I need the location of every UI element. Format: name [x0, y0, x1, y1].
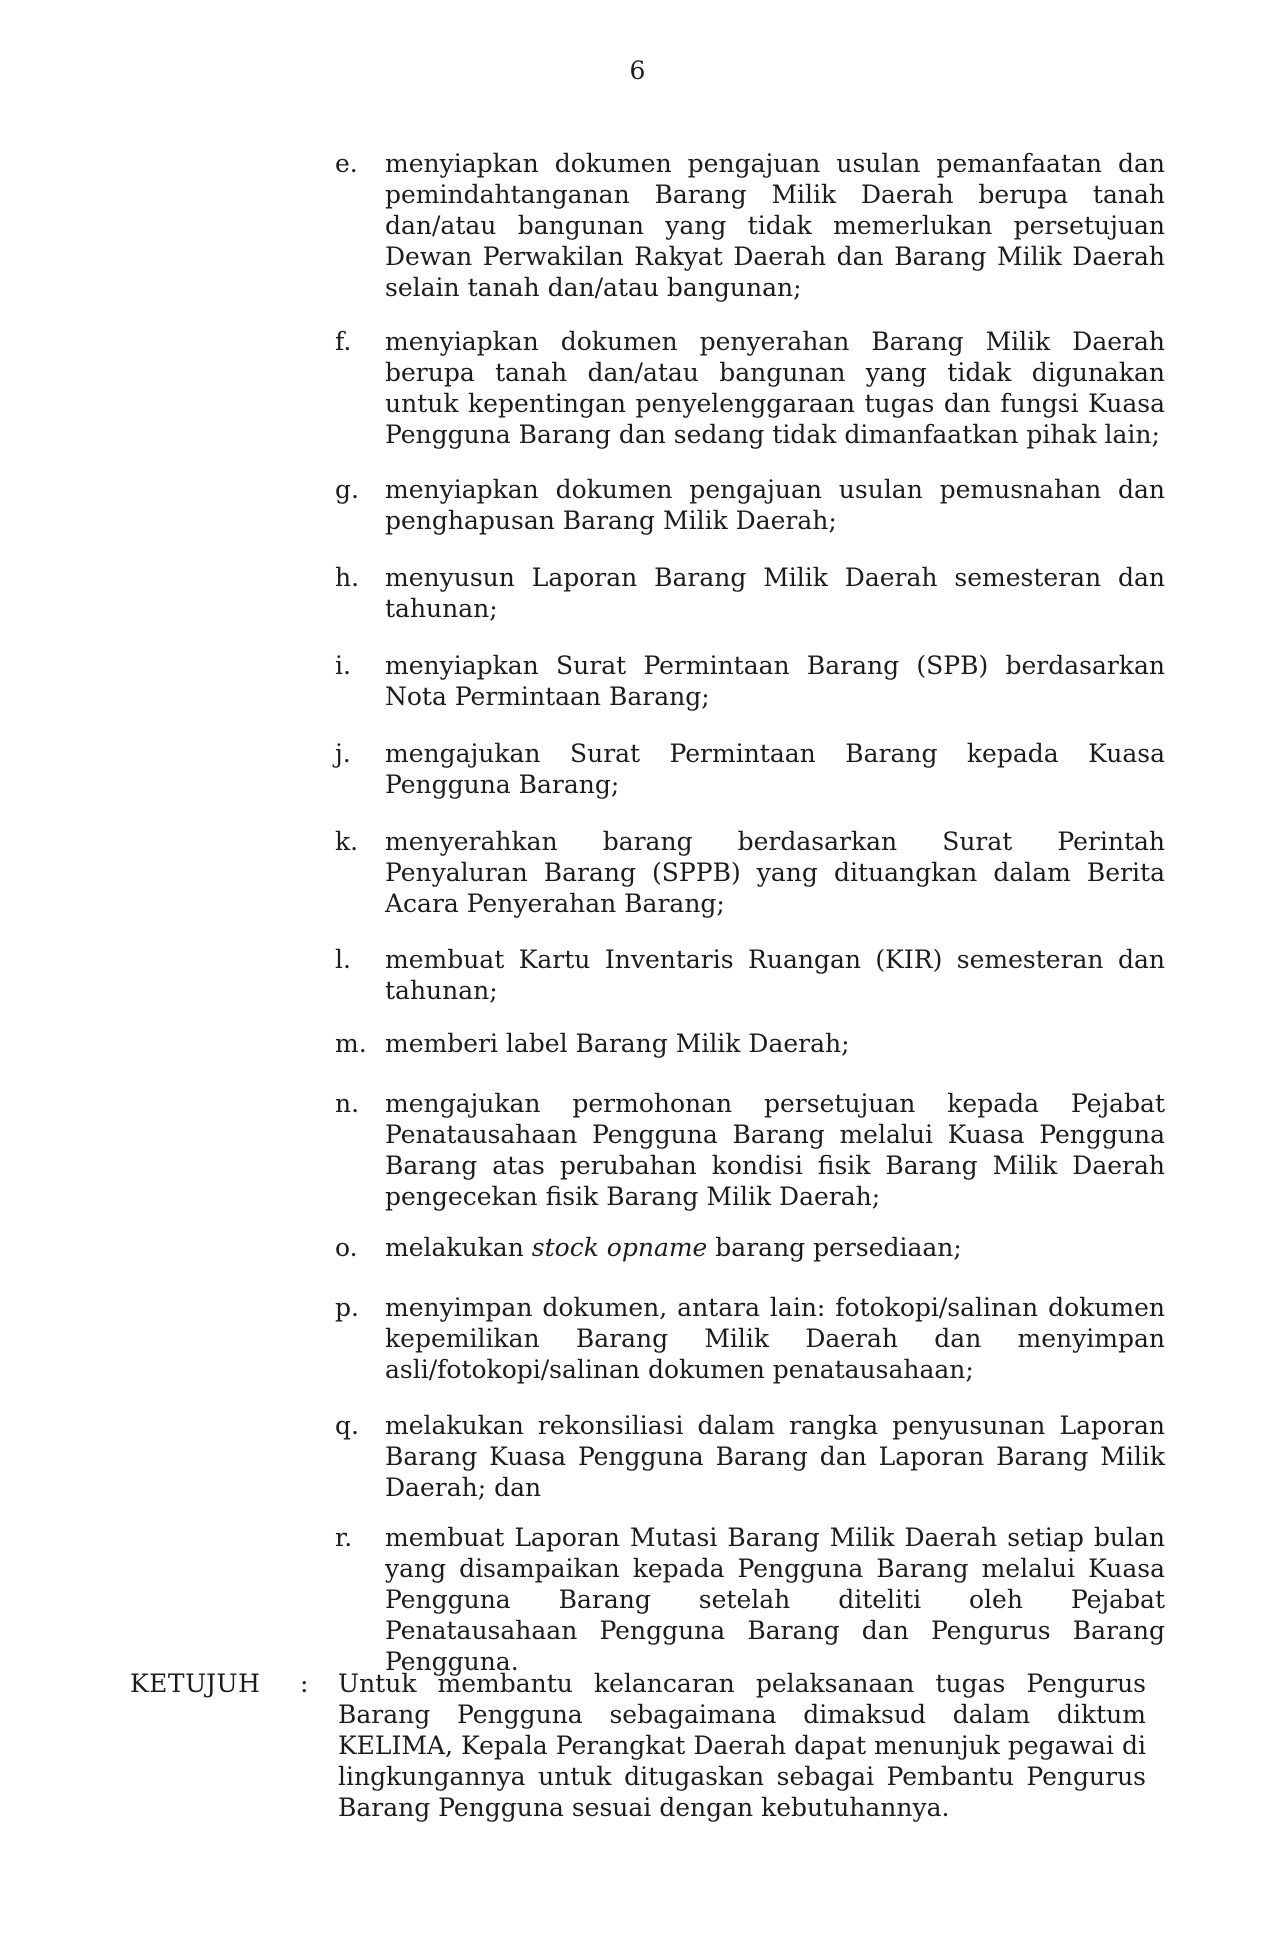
item-letter: k.	[335, 827, 359, 856]
item-text: membuat Kartu Inventaris Ruangan (KIR) semesteran dan tahunan;	[385, 945, 1165, 1005]
item-letter: g.	[335, 475, 359, 504]
diktum-colon: :	[300, 1669, 309, 1698]
list-item-k	[335, 826, 1165, 919]
item-letter: j.	[335, 739, 351, 768]
item-letter: h.	[335, 563, 360, 592]
list-item-o	[335, 1232, 1165, 1263]
item-text: menyiapkan dokumen pengajuan usulan pemanfaatan dan pemindahtanganan Barang Milik Daerah berupa tanah dan/atau bangunan yang tidak memerlukan persetujuan Dewan Perwakilan Rakyat Daerah dan Barang Milik Daerah selain tanah dan/atau bangunan;	[385, 149, 1165, 302]
item-text: menyiapkan dokumen penyerahan Barang Milik Daerah berupa tanah dan/atau bangunan yang tidak digunakan untuk kepentingan penyelenggaraan tugas dan fungsi Kuasa Pengguna Barang dan sedang tidak dimanfaatkan pihak lain;	[385, 327, 1165, 449]
list-item-j	[335, 738, 1165, 800]
item-text: mengajukan Surat Permintaan Barang kepada Kuasa Pengguna Barang;	[385, 739, 1165, 799]
item-letter: q.	[335, 1411, 359, 1440]
list-item-n	[335, 1088, 1165, 1212]
item-text-italic: stock opname	[531, 1233, 708, 1262]
list-item-h	[335, 562, 1165, 624]
list-item-m	[335, 1028, 1165, 1059]
item-letter: p.	[335, 1293, 359, 1322]
item-letter: n.	[335, 1089, 360, 1118]
item-text: membuat Laporan Mutasi Barang Milik Daerah setiap bulan yang disampaikan kepada Pengguna Barang melalui Kuasa Pengguna Barang setelah diteliti oleh Pejabat Penatausahaan Pengguna Barang dan Pengurus Barang Pengguna.	[385, 1523, 1165, 1676]
item-letter: r.	[335, 1523, 353, 1552]
item-text: menyimpan dokumen, antara lain: fotokopi/salinan dokumen kepemilikan Barang Milik Daerah dan menyimpan asli/fotokopi/salinan dokumen penatausahaan;	[385, 1293, 1165, 1384]
list-item-r	[335, 1522, 1165, 1677]
diktum-label: KETUJUH	[130, 1669, 261, 1698]
item-letter: l.	[335, 945, 351, 974]
item-letter: o.	[335, 1233, 358, 1262]
list-item-q	[335, 1410, 1165, 1503]
diktum-text: Untuk membantu kelancaran pelaksanaan tugas Pengurus Barang Pengguna sebagaimana dimaksud dalam diktum KELIMA, Kepala Perangkat Daerah dapat menunjuk pegawai di lingkungannya untuk ditugaskan sebagai Pembantu Pengurus Barang Pengguna sesuai dengan kebutuhannya.	[338, 1669, 1146, 1822]
list-item-f	[335, 326, 1165, 450]
item-text: memberi label Barang Milik Daerah;	[385, 1029, 850, 1058]
item-text: menyiapkan Surat Permintaan Barang (SPB) berdasarkan Nota Permintaan Barang;	[385, 651, 1165, 711]
item-text-after: barang persediaan;	[707, 1233, 962, 1262]
item-text: menyiapkan dokumen pengajuan usulan pemusnahan dan penghapusan Barang Milik Daerah;	[385, 475, 1165, 535]
list-item-g	[335, 474, 1165, 536]
item-letter: e.	[335, 149, 358, 178]
item-text: menyerahkan barang berdasarkan Surat Perintah Penyaluran Barang (SPPB) yang dituangkan dalam Berita Acara Penyerahan Barang;	[385, 827, 1165, 918]
list-item-e	[335, 148, 1165, 303]
list-item-i	[335, 650, 1165, 712]
list-item-l	[335, 944, 1165, 1006]
item-text-before: melakukan	[385, 1233, 532, 1262]
item-letter: m.	[335, 1029, 367, 1058]
item-letter: f.	[335, 327, 352, 356]
item-text: mengajukan permohonan persetujuan kepada Pejabat Penatausahaan Pengguna Barang melalui Kuasa Pengguna Barang atas perubahan kondisi fisik Barang Milik Daerah pengecekan fisik Barang Milik Daerah;	[385, 1089, 1165, 1211]
item-text: menyusun Laporan Barang Milik Daerah semesteran dan tahunan;	[385, 563, 1165, 623]
item-text	[385, 1232, 1165, 1263]
item-letter: i.	[335, 651, 351, 680]
page-number: 6	[629, 56, 646, 85]
list-item-p	[335, 1292, 1165, 1385]
item-text: melakukan rekonsiliasi dalam rangka penyusunan Laporan Barang Kuasa Pengguna Barang dan Laporan Barang Milik Daerah; dan	[385, 1411, 1165, 1502]
